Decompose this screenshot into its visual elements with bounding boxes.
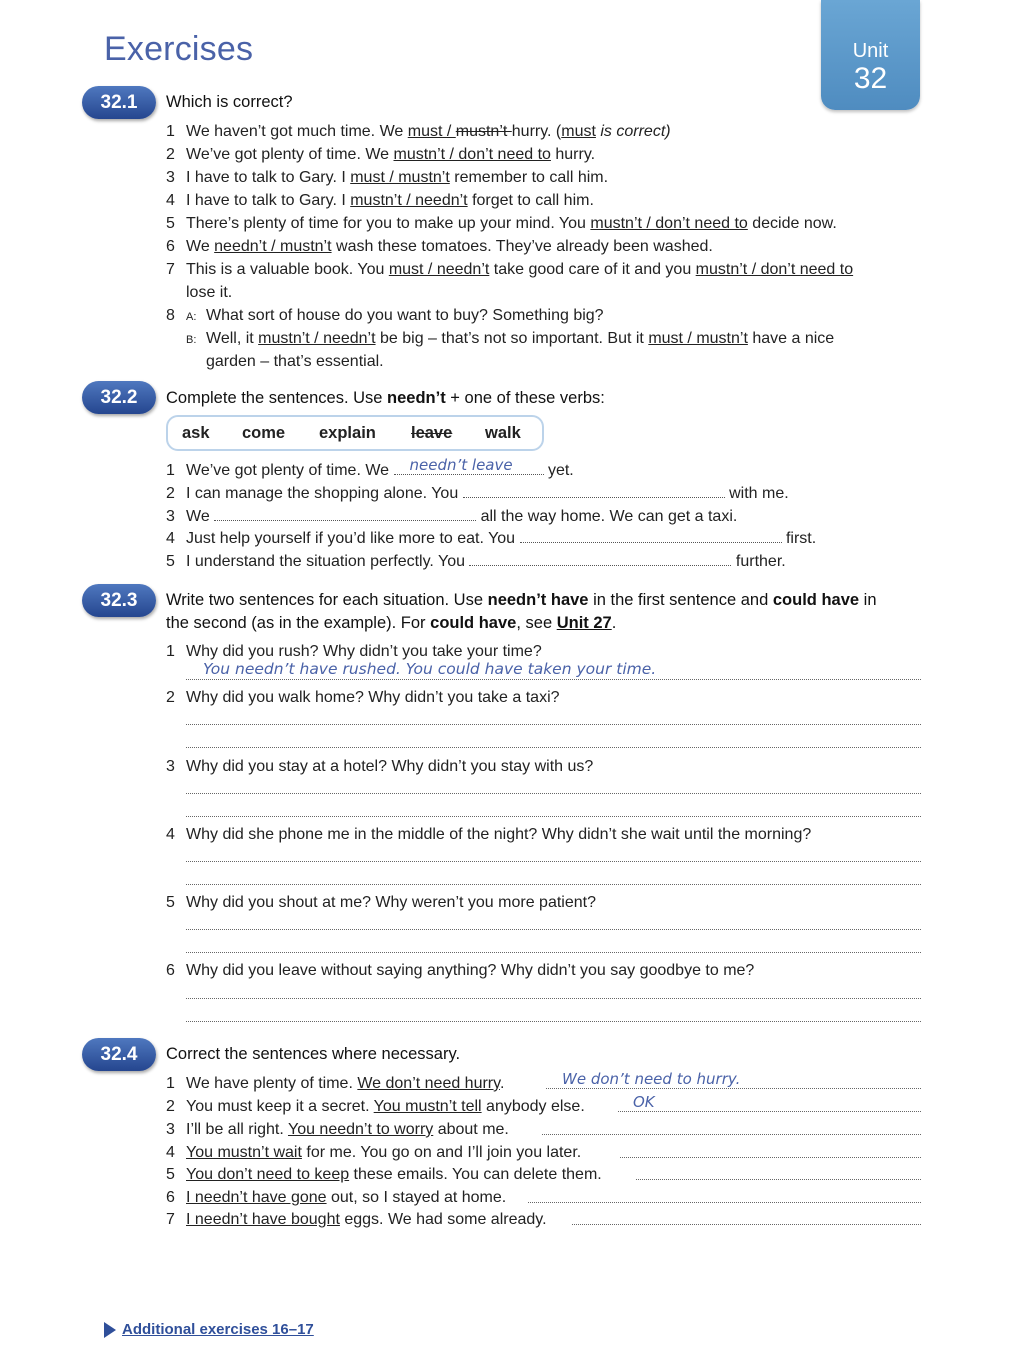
choice-option[interactable]: mustn’t / don’t need to xyxy=(393,146,551,163)
exercise-instruction: Write two sentences for each situation. Use needn’t have in the first sentence and could have in the second (as in the example). For could have, see Unit 27. xyxy=(166,591,877,632)
unit-link[interactable]: Unit 27 xyxy=(556,614,612,632)
answer-line[interactable] xyxy=(572,1224,921,1225)
exercise-item: 4 I have to talk to Gary. I mustn’t / needn’t forget to call him. xyxy=(166,192,594,209)
exercise-item-continuation: garden – that’s essential. xyxy=(206,353,384,370)
exercise-item: 3 I’ll be all right. You needn’t to worry about me. xyxy=(166,1121,509,1138)
exercise-badge-32-4: 32.4 xyxy=(82,1038,156,1071)
answer-field[interactable] xyxy=(520,530,782,543)
exercise-item: 6 I needn’t have gone out, so I stayed at home. xyxy=(166,1189,507,1206)
exercise-item: 5 There’s plenty of time for you to make up your mind. You mustn’t / don’t need to decide now. xyxy=(166,215,837,232)
exercise-instruction: Correct the sentences where necessary. xyxy=(166,1045,461,1063)
choice-option[interactable]: needn’t / mustn’t xyxy=(214,238,332,255)
unit-number: 32 xyxy=(853,62,888,95)
handwritten-answer: needn’t leave xyxy=(409,456,513,474)
exercise-item: 4 Just help yourself if you’d like more to eat. You first. xyxy=(166,530,817,547)
unit-label: Unit xyxy=(852,40,889,62)
exercise-item: 4 Why did she phone me in the middle of the night? Why didn’t she wait until the morning? xyxy=(166,826,812,843)
handwritten-answer: We don’t need to hurry. xyxy=(562,1070,741,1088)
exercise-item: 7 I needn’t have bought eggs. We had some already. xyxy=(166,1211,547,1228)
answer-line[interactable] xyxy=(186,861,921,862)
answer-line[interactable] xyxy=(542,1134,921,1135)
answer-line[interactable] xyxy=(186,816,921,817)
answer-line[interactable] xyxy=(618,1111,921,1112)
exercise-badge-32-3: 32.3 xyxy=(82,584,156,617)
answer-field[interactable] xyxy=(469,553,731,566)
arrow-right-icon xyxy=(104,1322,116,1338)
choice-option[interactable]: must / mustn’t xyxy=(350,169,450,186)
exercise-item: 5 Why did you shout at me? Why weren’t you more patient? xyxy=(166,894,596,911)
additional-exercises-link[interactable] xyxy=(104,1321,314,1338)
exercise-item: 3 I have to talk to Gary. I must / mustn’t remember to call him. xyxy=(166,169,609,186)
verb-word: walk xyxy=(485,424,521,442)
handwritten-answer: You needn’t have rushed. You could have taken your time. xyxy=(203,660,657,678)
exercise-item: 2 Why did you walk home? Why didn’t you take a taxi? xyxy=(166,689,560,706)
choice-option[interactable]: mustn’t / needn’t xyxy=(350,192,468,209)
exercise-item-continuation: lose it. xyxy=(186,284,233,301)
verb-word-used: leave xyxy=(411,424,453,442)
answer-line[interactable] xyxy=(186,747,921,748)
verb-box xyxy=(166,415,544,451)
answer-line[interactable] xyxy=(186,724,921,725)
answer-line[interactable] xyxy=(528,1202,921,1203)
answer-line[interactable] xyxy=(620,1157,921,1158)
speaker-label: B: xyxy=(186,334,197,346)
answer-line[interactable] xyxy=(186,1021,921,1022)
exercise-item: 6 Why did you leave without saying anything? Why didn’t you say goodbye to me? xyxy=(166,962,755,979)
answer-field[interactable] xyxy=(463,485,725,498)
answer-line[interactable] xyxy=(636,1179,921,1180)
exercise-item: B: Well, it mustn’t / needn’t be big – that’s not so important. But it must / mustn’t have a nice xyxy=(186,327,834,352)
exercise-item: 1 We have plenty of time. We don’t need hurry. xyxy=(166,1075,505,1092)
choice-option-crossed[interactable]: mustn’t xyxy=(455,123,512,140)
exercise-item: 3 We all the way home. We can get a taxi. xyxy=(166,508,738,525)
exercise-item: 2 We’ve got plenty of time. We mustn’t / don’t need to hurry. xyxy=(166,146,596,163)
exercise-item: 6 We needn’t / mustn’t wash these tomatoes. They’ve already been washed. xyxy=(166,238,713,255)
choice-option[interactable]: must / needn’t xyxy=(388,261,490,278)
answer-line[interactable] xyxy=(186,793,921,794)
verb-word: come xyxy=(242,424,286,442)
page-title: Exercises xyxy=(104,30,254,68)
verb-word: ask xyxy=(182,424,210,442)
choice-option[interactable]: mustn’t / don’t need to xyxy=(695,261,854,278)
exercise-item: 2 You must keep it a secret. You mustn’t tell anybody else. xyxy=(166,1098,585,1115)
choice-option[interactable]: mustn’t / needn’t xyxy=(258,330,376,347)
exercise-item: 7 This is a valuable book. You must / needn’t take good care of it and you mustn’t / don’t need to xyxy=(166,261,854,278)
exercise-item: 5 I understand the situation perfectly. You further. xyxy=(166,553,786,570)
answer-line[interactable] xyxy=(186,929,921,930)
exercise-badge-32-2: 32.2 xyxy=(82,381,156,414)
exercise-item: 8 A: What sort of house do you want to buy? Something big? xyxy=(166,304,604,329)
exercise-item: 2 I can manage the shopping alone. You with me. xyxy=(166,485,789,502)
exercise-item: 1 We’ve got plenty of time. We needn’t leave yet. xyxy=(166,456,574,479)
exercise-badge-32-1: 32.1 xyxy=(82,86,156,119)
exercise-item: 1 Why did you rush? Why didn’t you take your time? xyxy=(166,643,542,660)
choice-option[interactable]: must / xyxy=(407,123,456,140)
exercise-item: 3 Why did you stay at a hotel? Why didn’t you stay with us? xyxy=(166,758,594,775)
verb-word: explain xyxy=(319,424,376,442)
answer-line[interactable] xyxy=(186,679,921,680)
answer-line[interactable] xyxy=(186,884,921,885)
answer-line[interactable] xyxy=(546,1088,921,1089)
speaker-label: A: xyxy=(186,311,197,323)
handwritten-answer: OK xyxy=(633,1093,655,1111)
exercise-item: 5 You don’t need to keep these emails. You can delete them. xyxy=(166,1166,602,1183)
choice-option[interactable]: mustn’t / don’t need to xyxy=(590,215,748,232)
answer-field[interactable] xyxy=(214,508,476,521)
exercise-item: 1 We haven’t got much time. We must / mustn’t hurry. (must is correct) xyxy=(166,123,671,140)
exercise-item: 4 You mustn’t wait for me. You go on and I’ll join you later. xyxy=(166,1144,582,1161)
answer-line[interactable] xyxy=(186,998,921,999)
choice-option[interactable]: must / mustn’t xyxy=(648,330,748,347)
exercise-instruction: Complete the sentences. Use needn’t + one of these verbs: xyxy=(166,389,605,407)
answer-field[interactable] xyxy=(394,456,544,475)
additional-exercises-link-text[interactable]: Additional exercises 16–17 xyxy=(122,1321,314,1338)
exercise-instruction: Which is correct? xyxy=(166,93,293,111)
answer-line[interactable] xyxy=(186,952,921,953)
